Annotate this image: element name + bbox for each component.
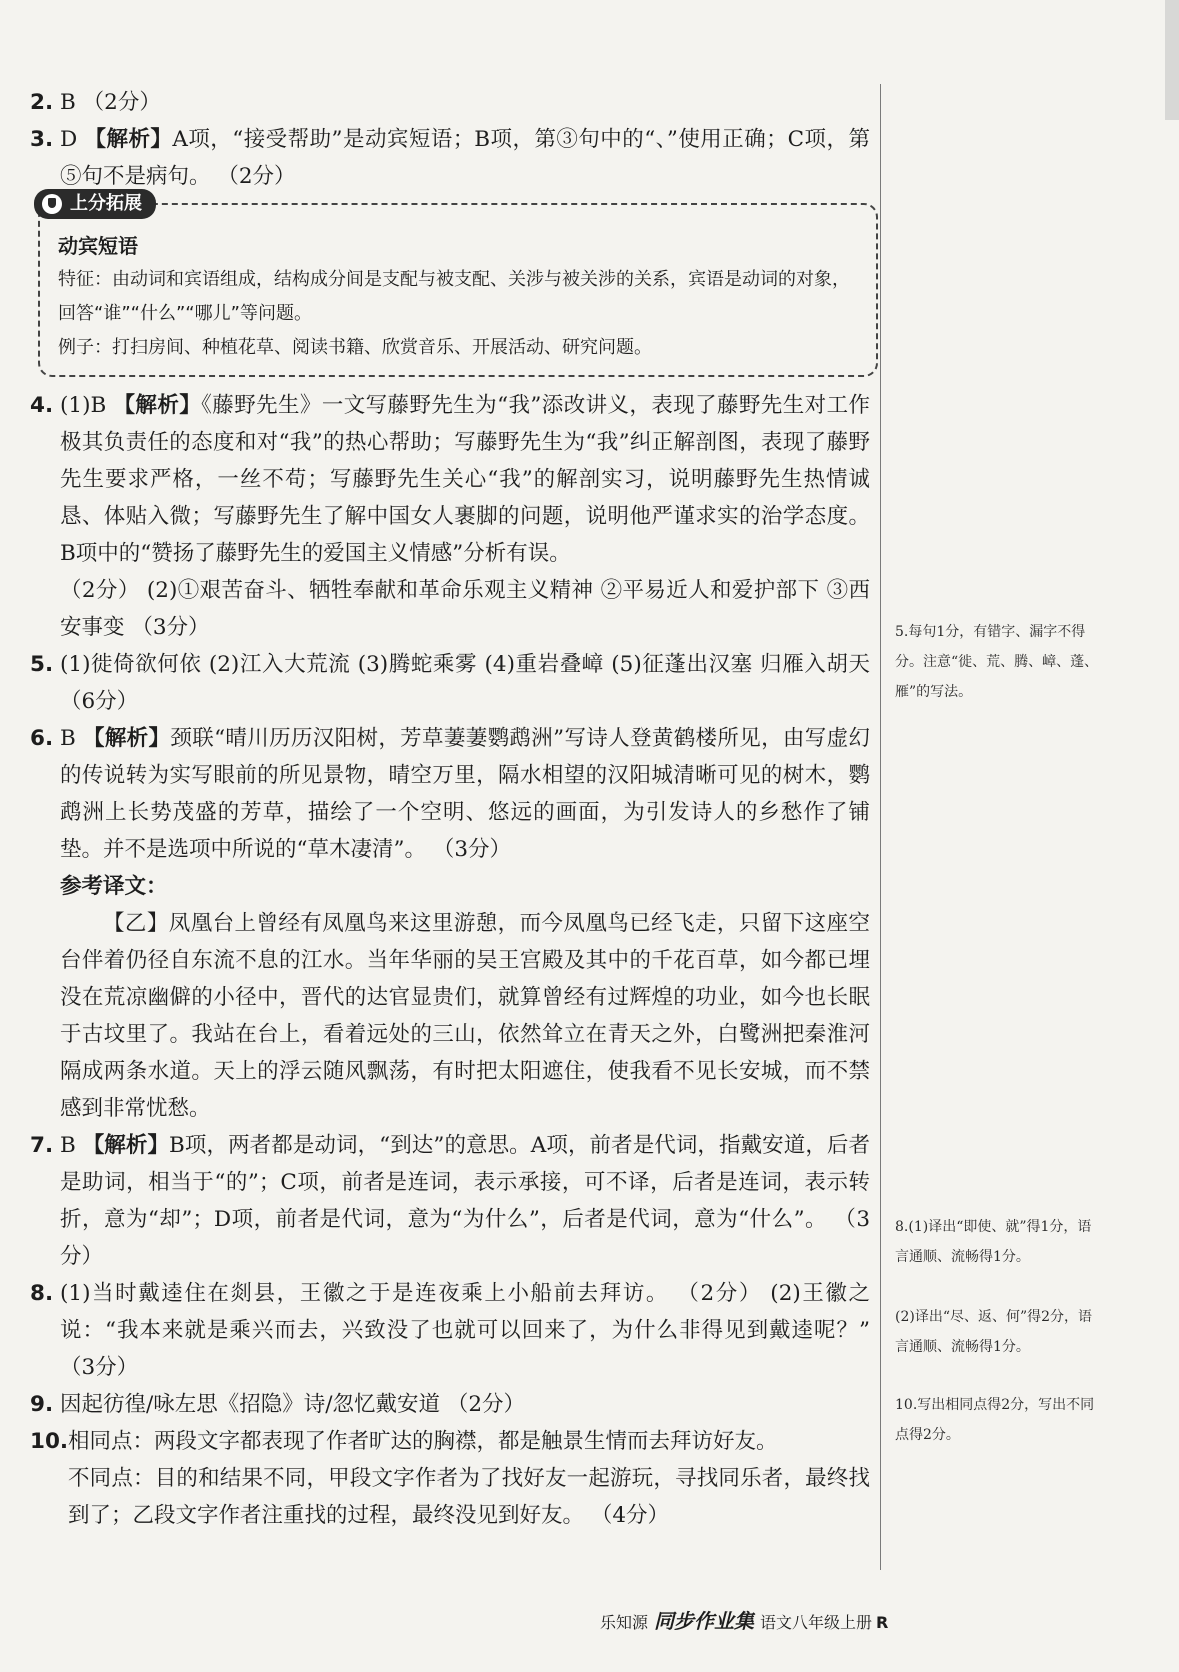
answer-3	[30, 121, 870, 195]
answer-choice: D	[60, 127, 85, 152]
tip-feature: 特征：由动词和宾语组成，结构成分间是支配与被支配、关涉与被关涉的关系，宾语是动词的对象，回答“谁”“什么”“哪儿”等问题。	[58, 269, 850, 324]
answer-number: 9.	[30, 1392, 54, 1417]
side-note-10: 10.写出相同点得2分，写出不同点得2分。	[895, 1397, 1095, 1443]
page-footer	[600, 1608, 1120, 1636]
answer-text: (1)当时戴逵住在剡县，王徽之于是连夜乘上小船前去拜访。 （2分） (2)王徽之说：“我本来就是乘兴而去，兴致没了也就可以回来了，为什么非得见到戴逵呢？” （3分）	[60, 1281, 870, 1380]
answer-text: 因起彷徨/咏左思《招隐》诗/忽忆戴安道 （2分）	[60, 1392, 526, 1417]
answer-choice: (1)B	[60, 393, 114, 418]
answer-6	[30, 720, 870, 868]
footer-subject: 语文八年级上册	[760, 1613, 873, 1632]
answer-9	[30, 1386, 870, 1423]
answer-8	[30, 1275, 870, 1386]
translation-heading: 参考译文：	[60, 874, 168, 899]
footer-series: 同步作业集	[654, 1609, 755, 1633]
answer-number: 7.	[30, 1133, 54, 1158]
answer-text: 《藤野先生》一文写藤野先生为“我”添改讲义，表现了藤野先生对工作极其负责任的态度和对“我”的热心帮助；写藤野先生为“我”纠正解剖图，表现了藤野先生要求严格，一丝不苟；写藤野先生关心“我”的解剖实习，说明藤野先生热情诚恳、体贴入微；写藤野先生了解中国女人裹脚的问题，说明他严谨求实的治学态度。B项中的“赞扬了藤野先生的爱国主义情感”分析有误。	[60, 393, 870, 566]
translation-text: 【乙】凤凰台上曾经有凤凰鸟来这里游憩，而今凤凰鸟已经飞走，只留下这座空台伴着仍径自东流不息的江水。当年华丽的吴王宫殿及其中的千花百草，如今都已埋没在荒凉幽僻的小径中，晋代的达官显贵们，就算曾经有过辉煌的功业，如今也长眠于古坟里了。我站在台上，看着远处的三山，依然耸立在青天之外，白鹭洲把秦淮河隔成两条水道。天上的浮云随风飘荡，有时把太阳遮住，使我看不见长安城，而不禁感到非常忧愁。	[60, 911, 870, 1121]
answer-same: 相同点：两段文字都表现了作者旷达的胸襟，都是触景生情而去拜访好友。	[68, 1429, 778, 1454]
answer-text-2: （2分） (2)①艰苦奋斗、牺牲奉献和革命乐观主义精神 ②平易近人和爱护部下 ③西安事变 （3分）	[60, 578, 870, 640]
page-edge-shadow	[1165, 0, 1179, 120]
tip-badge-label: 上分拓展	[70, 193, 142, 214]
answer-2	[30, 84, 870, 121]
answer-number: 6.	[30, 726, 54, 751]
answer-text: B （2分）	[60, 90, 161, 115]
analysis-label: 【解析】	[113, 393, 202, 418]
footer-edition: R	[876, 1613, 889, 1632]
answer-4	[30, 387, 870, 646]
answer-text: 颈联“晴川历历汉阳树，芳草萋萋鹦鹉洲”写诗人登黄鹤楼所见，由写虚幻的传说转为实写眼前的所见景物，晴空万里，隔水相望的汉阳城清晰可见的树木，鹦鹉洲上长势茂盛的芳草，描绘了一个空明、悠远的画面，为引发诗人的乡愁作了铺垫。并不是选项中所说的“草木凄清”。 （3分）	[60, 726, 870, 862]
answer-number: 8.	[30, 1281, 54, 1306]
answer-text: A项，“接受帮助”是动宾短语；B项，第③句中的“、”使用正确；C项，第⑤句不是病句。 （2分）	[60, 127, 870, 189]
analysis-label: 【解析】	[84, 127, 173, 152]
answer-number: 2.	[30, 90, 54, 115]
tip-title: 动宾短语	[58, 234, 138, 258]
tip-example: 例子：打扫房间、种植花草、阅读书籍、欣赏音乐、开展活动、研究问题。	[58, 337, 652, 358]
answer-choice: B	[60, 726, 83, 751]
answer-diff: 不同点：目的和结果不同，甲段文字作者为了找好友一起游玩，寻找同乐者，最终找到了；乙段文字作者注重找的过程，最终没见到好友。 （4分）	[68, 1466, 870, 1528]
tip-badge	[34, 189, 156, 219]
answer-5	[30, 646, 870, 720]
pen-icon	[42, 194, 62, 214]
answer-7	[30, 1127, 870, 1275]
side-note-5: 5.每句1分，有错字、漏字不得分。注意“徙、荒、腾、嶂、蓬、雁”的写法。	[895, 624, 1099, 700]
answer-number: 5.	[30, 652, 54, 677]
answer-number: 4.	[30, 393, 54, 418]
analysis-label: 【解析】	[82, 1133, 170, 1158]
tip-box	[38, 193, 878, 377]
side-note-8a: 8.(1)译出“即使、就”得1分，语言通顺、流畅得1分。	[895, 1219, 1092, 1265]
answer-text: (1)徙倚欲何依 (2)江入大荒流 (3)腾蛇乘雾 (4)重岩叠嶂 (5)征蓬出汉塞 归雁入胡天 （6分）	[60, 652, 870, 714]
column-divider	[880, 84, 881, 1570]
answer-text: B项，两者都是动词，“到达”的意思。A项，前者是代词，指戴安道，后者是助词，相当于“的”；C项，前者是连词，表示承接，可不译，后者是连词，表示转折，意为“却”；D项，前者是代词，意为“为什么”，后者是代词，意为“什么”。 （3分）	[60, 1133, 870, 1269]
footer-publisher: 乐知源	[600, 1613, 649, 1632]
analysis-label: 【解析】	[82, 726, 171, 751]
answer-number: 10.	[30, 1429, 69, 1454]
answer-column	[30, 84, 870, 1534]
answer-number: 3.	[30, 127, 54, 152]
answer-10	[30, 1423, 870, 1534]
side-note-8b: (2)译出“尽、返、何”得2分，语言通顺、流畅得1分。	[895, 1309, 1093, 1355]
answer-choice: B	[60, 1133, 83, 1158]
